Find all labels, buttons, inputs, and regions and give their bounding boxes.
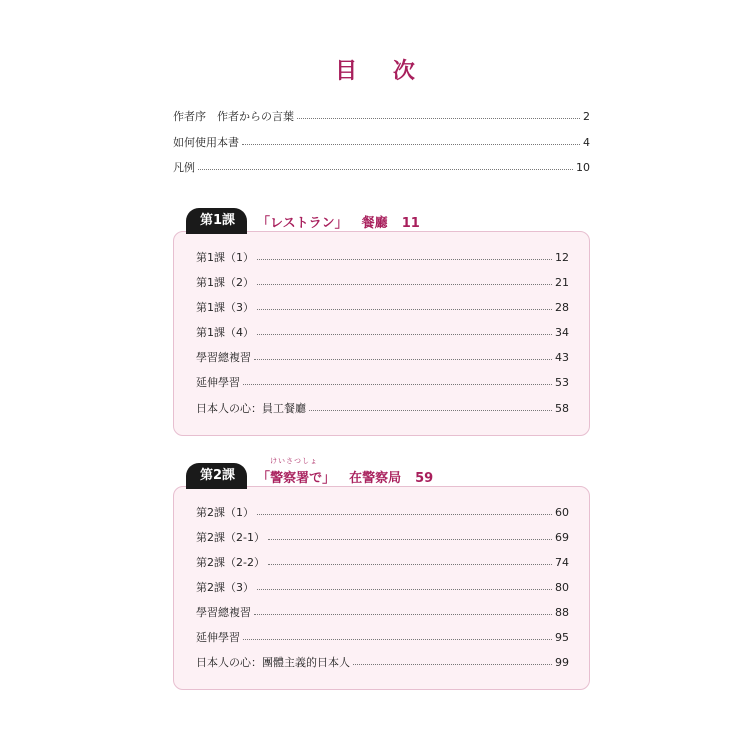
dot-leader <box>309 410 552 411</box>
entry-page: 88 <box>555 605 569 619</box>
dot-leader <box>198 169 573 170</box>
toc-entry[interactable] <box>196 505 569 519</box>
toc-entry[interactable] <box>196 580 569 594</box>
entry-page: 58 <box>555 401 569 415</box>
lesson1-page: 11 <box>401 215 420 231</box>
entry-page: 69 <box>555 530 569 544</box>
dot-leader <box>257 309 552 310</box>
entry-label: 第1課（4） <box>196 326 254 339</box>
lesson1-title-zh: 餐廳 <box>361 215 388 231</box>
entry-page: 12 <box>555 250 569 264</box>
toc-entry[interactable] <box>196 250 569 264</box>
entry-page: 2 <box>583 109 590 123</box>
entry-label: 第2課（3） <box>196 581 254 594</box>
page-title: 目 次 <box>335 59 429 84</box>
dot-leader <box>297 118 580 119</box>
dot-leader <box>268 564 552 565</box>
toc-entry[interactable] <box>196 325 569 339</box>
toc-entry[interactable] <box>196 275 569 289</box>
entry-label: 延伸學習 <box>196 631 240 644</box>
toc-entry[interactable] <box>196 530 569 544</box>
dot-leader <box>254 614 552 615</box>
entry-label: 第2課（1） <box>196 506 254 519</box>
dot-leader <box>257 589 552 590</box>
lesson2-title-jp-close: で」 <box>309 470 336 486</box>
furigana: けいさつしょ <box>270 456 319 465</box>
toc-entry-how-to-use[interactable] <box>173 135 590 149</box>
dot-leader <box>353 664 552 665</box>
entry-label: 第2課（2-2） <box>196 556 265 569</box>
entry-page: 21 <box>555 275 569 289</box>
entry-label: 第1課（2） <box>196 276 254 289</box>
toc-entry[interactable] <box>196 630 569 644</box>
entry-page: 53 <box>555 375 569 389</box>
dot-leader <box>242 144 580 145</box>
dot-leader <box>268 539 552 540</box>
toc-entry[interactable] <box>196 350 569 364</box>
entry-page: 43 <box>555 350 569 364</box>
entry-page: 99 <box>555 655 569 669</box>
dot-leader <box>243 639 552 640</box>
dot-leader <box>243 384 552 385</box>
entry-label: 第1課（1） <box>196 251 254 264</box>
entry-label: 作者序 作者からの言葉 <box>173 110 294 123</box>
dot-leader <box>257 259 552 260</box>
toc-entry[interactable] <box>196 655 569 669</box>
entry-label: 如何使用本書 <box>173 136 239 149</box>
entry-label: 第1課（3） <box>196 301 254 314</box>
entry-page: 28 <box>555 300 569 314</box>
lesson1-title-jp: 「レストラン」 <box>257 215 348 231</box>
lesson2-title-jp-open: 「 <box>257 470 271 486</box>
lesson1-title <box>257 212 420 231</box>
dot-leader <box>257 514 552 515</box>
toc-entry-preface[interactable] <box>173 109 590 123</box>
entry-label: 學習總複習 <box>196 351 251 364</box>
toc-entry[interactable] <box>196 555 569 569</box>
dot-leader <box>257 284 552 285</box>
entry-label: 延伸學習 <box>196 376 240 389</box>
lesson2-tab: 第2課 <box>186 463 247 489</box>
entry-page: 74 <box>555 555 569 569</box>
entry-page: 34 <box>555 325 569 339</box>
lesson2-header[interactable] <box>186 456 434 489</box>
lesson2-page: 59 <box>415 470 434 486</box>
toc-entry[interactable] <box>196 300 569 314</box>
lesson1-tab: 第1課 <box>186 208 247 234</box>
entry-label: 日本人の心：員工餐廳 <box>196 402 306 415</box>
entry-page: 80 <box>555 580 569 594</box>
entry-label: 凡例 <box>173 161 195 174</box>
entry-label: 第2課（2-1） <box>196 531 265 544</box>
entry-label: 學習總複習 <box>196 606 251 619</box>
lesson2-title-kanji <box>270 456 319 486</box>
entry-page: 95 <box>555 630 569 644</box>
lesson2-title <box>257 456 434 486</box>
lesson1-header[interactable] <box>186 208 420 234</box>
entry-page: 60 <box>555 505 569 519</box>
dot-leader <box>257 334 552 335</box>
kanji: 警察署 <box>270 470 310 486</box>
toc-entry-legend[interactable] <box>173 160 590 174</box>
toc-entry[interactable] <box>196 401 569 415</box>
toc-entry[interactable] <box>196 375 569 389</box>
dot-leader <box>254 359 552 360</box>
entry-page: 10 <box>576 160 590 174</box>
entry-page: 4 <box>583 135 590 149</box>
entry-label: 日本人の心：團體主義的日本人 <box>196 656 350 669</box>
lesson2-title-zh: 在警察局 <box>349 470 402 486</box>
toc-entry[interactable] <box>196 605 569 619</box>
